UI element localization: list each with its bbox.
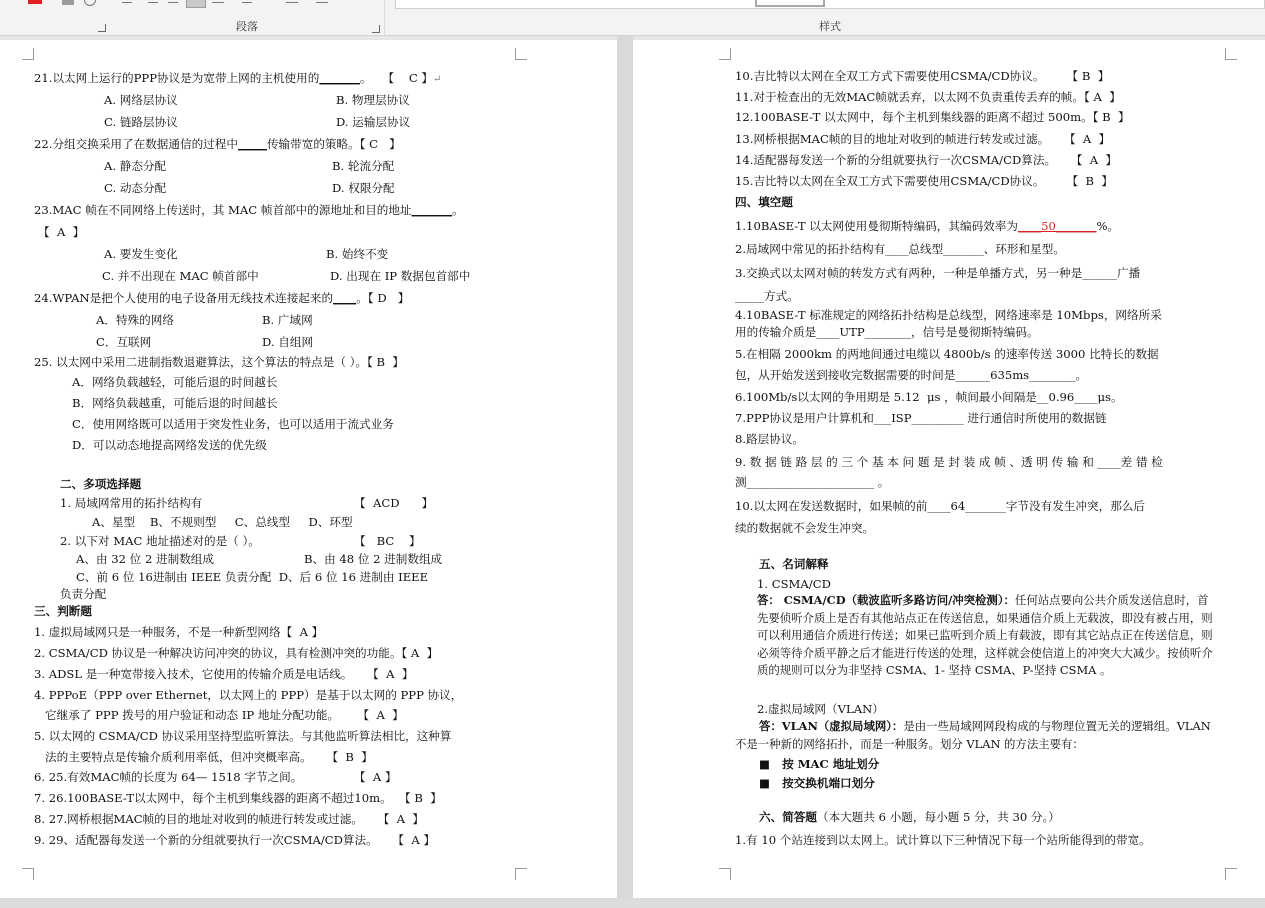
- fill-3: 3.交换式以太网对帧的转发方式有两种，一种是单播方式，另一种是______广播: [735, 266, 1141, 280]
- q22-option-d: D. 权限分配: [332, 181, 395, 195]
- section-definitions-title: 五、名词解释: [759, 557, 829, 571]
- multi-question-1-answer: 【 ACD 】: [354, 496, 434, 510]
- q23-option-b: B. 始终不变: [326, 247, 389, 261]
- q25-option-d: D．可以动态地提高网络发送的优先级: [72, 438, 267, 452]
- question-22: 22.分组交换采用了在数据通信的过程中_____传输带宽的策略。【 C 】: [34, 137, 401, 151]
- vlan-method-2: ■ 按交换机端口划分: [759, 776, 875, 790]
- highlight-icon[interactable]: [62, 0, 74, 5]
- page-corner-mark: [22, 868, 34, 880]
- line-spacing-icon[interactable]: [242, 2, 252, 3]
- fill-10: 10.以太网在发送数据时，如果帧的前____64_______字节没有发生冲突，那么后: [735, 499, 1145, 513]
- q23-option-d: D. 出现在 IP 数据包首部中: [330, 269, 471, 283]
- q24-option-d: D. 自组网: [262, 335, 314, 349]
- multi-question-2-option-cd: C、前 6 位 16进制由 IEEE 负责分配 D、后 6 位 16 进制由 IEEE: [76, 570, 429, 584]
- question-21: 21.以太网上运行的PPP协议是为宽带上网的主机使用的_______。 【 C 】↵: [34, 71, 442, 85]
- fill-10-cont: 续的数据就不会发生冲突。: [735, 521, 875, 535]
- paragraph-group-label: 段落: [236, 20, 258, 33]
- borders-icon[interactable]: [316, 2, 328, 3]
- q22-option-c: C. 动态分配: [104, 181, 167, 195]
- q23-option-c: C. 并不出现在 MAC 帧首部中: [102, 269, 259, 283]
- section-multiple-choice-title: 二、多项选择题: [60, 477, 142, 491]
- definition-2-term: 2.虚拟局域网（VLAN）: [757, 702, 884, 716]
- judge-14: 14.适配器每发送一个新的分组就要执行一次CSMA/CD算法。 【 A 】: [735, 153, 1118, 167]
- q22-option-b: B. 轮流分配: [332, 159, 395, 173]
- align-left-icon[interactable]: [122, 2, 132, 3]
- q25-option-a: A．网络负载越轻，可能后退的时间越长: [72, 375, 278, 389]
- align-center-icon[interactable]: [148, 2, 158, 3]
- q25-option-b: B．网络负载越重，可能后退的时间越长: [72, 396, 278, 410]
- section-short-answer-title: 六、简答题（本大题共 6 小题，每小题 5 分，共 30 分。）: [759, 810, 1060, 824]
- document-page-left[interactable]: [0, 40, 617, 908]
- character-border-icon[interactable]: [84, 0, 96, 6]
- judge-7: 7. 26.100BASE-T以太网中，每个主机到集线器的距离不超过10m。 【 B 】: [34, 791, 442, 805]
- q24-option-c: C．互联网: [96, 335, 152, 349]
- short-answer-1: 1.有 10 个站连接到以太网上。试计算以下三种情况下每一个站所能得到的带宽。: [735, 833, 1151, 847]
- q22-option-a: A. 静态分配: [104, 159, 167, 173]
- judge-4-cont: 它继承了 PPP 拨号的用户验证和动态 IP 地址分配功能。 【 A 】: [34, 708, 404, 722]
- paragraph-group: [110, 0, 385, 36]
- page-corner-mark: [22, 48, 34, 60]
- font-launcher-icon[interactable]: [98, 24, 106, 32]
- styles-group: [395, 0, 1265, 36]
- fill-2: 2.局域网中常见的拓扑结构有____总线型_______、环形和星型。: [735, 242, 1065, 256]
- fill-9: 9. 数 据 链 路 层 的 三 个 基 本 问 题 是 封 装 成 帧 、透 明 传 输 和 ____差 错 检: [735, 455, 1163, 469]
- judge-15: 15.吉比特以太网在全双工方式下需要使用CSMA/CD协议。 【 B 】: [735, 174, 1114, 188]
- fill-7: 7.PPP协议是用户计算机和___ISP_________ 进行通信时所使用的数据链: [735, 411, 1107, 425]
- judge-6: 6. 25.有效MAC帧的长度为 64— 1518 字节之间。 【 A 】: [34, 770, 397, 784]
- multi-question-2-option-a: A、由 32 位 2 进制数组成: [76, 552, 214, 566]
- page-corner-mark: [515, 48, 527, 60]
- judge-4: 4. PPPoE（PPP over Ethernet，以太网上的 PPP）是基于以太网的 PPP 协议，: [34, 688, 463, 702]
- q21-option-a: A. 网络层协议: [104, 93, 178, 107]
- q21-option-d: D. 运输层协议: [336, 115, 411, 129]
- definition-1-term: 1. CSMA/CD: [757, 577, 831, 591]
- definition-1-answer: 答： CSMA/CD（载波监听多路访问/冲突检测）：任何站点要向公共介质发送信息时，首先要侦听介质上是否有其他站点正在传送信息，如果通信介质上无载波，即没有被占用，则可以利用通信介质进行传送；如果已监听到介质上有载波，即有其它站点正在传送信息，则必须等待介质平静之后才能进行传送的处理，这样就会使信道上的冲突大大减少。按侦听介质的规则可以分为非坚持 CSMA、1- 坚持 CSMA、P-坚持 CSMA 。: [757, 593, 1213, 678]
- document-page-right[interactable]: [633, 40, 1265, 908]
- question-23: 23.MAC 帧在不同网络上传送时，其 MAC 帧首部中的源地址和目的地址_______。: [34, 203, 464, 217]
- q21-option-c: C. 链路层协议: [104, 115, 178, 129]
- judge-2: 2. CSMA/CD 协议是一种解决访问冲突的协议，具有检测冲突的功能。【 A 】: [34, 646, 439, 660]
- definition-2-answer: 答：VLAN（虚拟局域网）：是由一些局域网网段构成的与物理位置无关的逻辑组。VLAN 不是一种新的网络拓扑，而是一种服务。划分 VLAN 的方法主要有：: [735, 719, 1211, 751]
- styles-gallery-selected[interactable]: [755, 0, 825, 7]
- multi-question-2-answer: 【 BC 】: [354, 534, 421, 548]
- judge-8: 8. 27.网桥根据MAC帧的目的地址对收到的帧进行转发或过滤。 【 A 】: [34, 812, 425, 826]
- fill-9-cont: 测______________________ 。: [735, 475, 890, 489]
- paragraph-launcher-icon[interactable]: [372, 25, 380, 33]
- shading-icon[interactable]: [286, 2, 298, 3]
- multi-question-2: 2. 以下对 MAC 地址描述对的是（ ）。: [60, 534, 260, 548]
- page-corner-mark: [1225, 48, 1237, 60]
- multi-question-2-option-cd-cont: 负责分配: [60, 587, 107, 601]
- fill-5: 5.在相隔 2000km 的两地间通过电缆以 4800b/s 的速率传送 3000 比特长的数据: [735, 347, 1159, 361]
- font-color-icon[interactable]: [28, 0, 42, 4]
- vlan-method-1: ■ 按 MAC 地址划分: [759, 757, 880, 771]
- fill-4-cont: 用的传输介质是____UTP________，信号是曼彻斯特编码。: [735, 325, 1039, 339]
- justify-icon[interactable]: [186, 0, 206, 8]
- styles-group-label: 样式: [819, 20, 841, 33]
- distributed-icon[interactable]: [212, 2, 224, 3]
- fill-6: 6.100Mb/s以太网的争用期是 5.12 μs ，帧间最小间隔是__0.96____μs。: [735, 390, 1123, 404]
- page-gutter: [617, 36, 633, 908]
- fill-4: 4.10BASE-T 标准规定的网络拓扑结构是总线型，网络速率是 10Mbps，网络所采: [735, 308, 1162, 322]
- judge-11: 11.对于检查出的无效MAC帧就丢弃，以太网不负责重传丢弃的帧。【 A 】: [735, 90, 1121, 104]
- q24-option-a: A．特殊的网络: [96, 313, 174, 327]
- judge-9: 9. 29、适配器每发送一个新的分组就要执行一次CSMA/CD算法。 【 A 】: [34, 833, 436, 847]
- q25-option-c: C．使用网络既可以适用于突发性业务，也可以适用于流式业务: [72, 417, 394, 431]
- judge-13: 13.网桥根据MAC帧的目的地址对收到的帧进行转发或过滤。 【 A 】: [735, 132, 1111, 146]
- fill-8: 8.路层协议。: [735, 432, 805, 446]
- question-25: 25. 以太网中采用二进制指数退避算法，这个算法的特点是（ ）。【 B 】: [34, 355, 405, 369]
- q24-option-b: B. 广域网: [262, 313, 313, 327]
- fill-5-cont: 包，从开始发送到接收完数据需要的时间是______635ms________。: [735, 368, 1088, 382]
- page-corner-mark: [719, 48, 731, 60]
- fill-3-cont: _____方式。: [735, 289, 799, 303]
- judge-5: 5. 以太网的 CSMA/CD 协议采用坚持型监听算法。与其他监听算法相比，这种算: [34, 729, 452, 743]
- q23-option-a: A. 要发生变化: [104, 247, 178, 261]
- fill-1: 1.10BASE-T 以太网使用曼彻斯特编码，其编码效率为____50_______%。: [735, 219, 1120, 233]
- page-corner-mark: [719, 868, 731, 880]
- align-right-icon[interactable]: [168, 2, 178, 3]
- judge-12: 12.100BASE-T 以太网中，每个主机到集线器的距离不超过 500m。【 B 】: [735, 110, 1130, 124]
- ribbon: [0, 0, 1265, 36]
- section-fill-blank-title: 四、填空题: [735, 195, 793, 209]
- status-strip: [0, 898, 1265, 908]
- styles-gallery[interactable]: [395, 0, 1265, 9]
- page-corner-mark: [1225, 868, 1237, 880]
- multi-question-1: 1. 局域网常用的拓扑结构有: [60, 496, 203, 510]
- q21-option-b: B. 物理层协议: [336, 93, 410, 107]
- multi-question-1-options: A、星型 B、不规则型 C、总线型 D、环型: [92, 515, 353, 529]
- page-corner-mark: [515, 868, 527, 880]
- judge-1: 1. 虚拟局域网只是一种服务，不是一种新型网络【 A 】: [34, 625, 324, 639]
- judge-10: 10.吉比特以太网在全双工方式下需要使用CSMA/CD协议。 【 B 】: [735, 69, 1110, 83]
- question-24: 24.WPAN是把个人使用的电子设备用无线技术连接起来的____。【 D 】: [34, 291, 410, 305]
- q23-answer: 【 A 】: [38, 225, 85, 239]
- section-true-false-title: 三、判断题: [34, 604, 92, 618]
- multi-question-2-option-b: B、由 48 位 2 进制数组成: [304, 552, 443, 566]
- judge-3: 3. ADSL 是一种宽带接入技术，它使用的传输介质是电话线。 【 A 】: [34, 667, 414, 681]
- judge-5-cont: 法的主要特点是传输介质利用率低，但冲突概率高。 【 B 】: [34, 750, 373, 764]
